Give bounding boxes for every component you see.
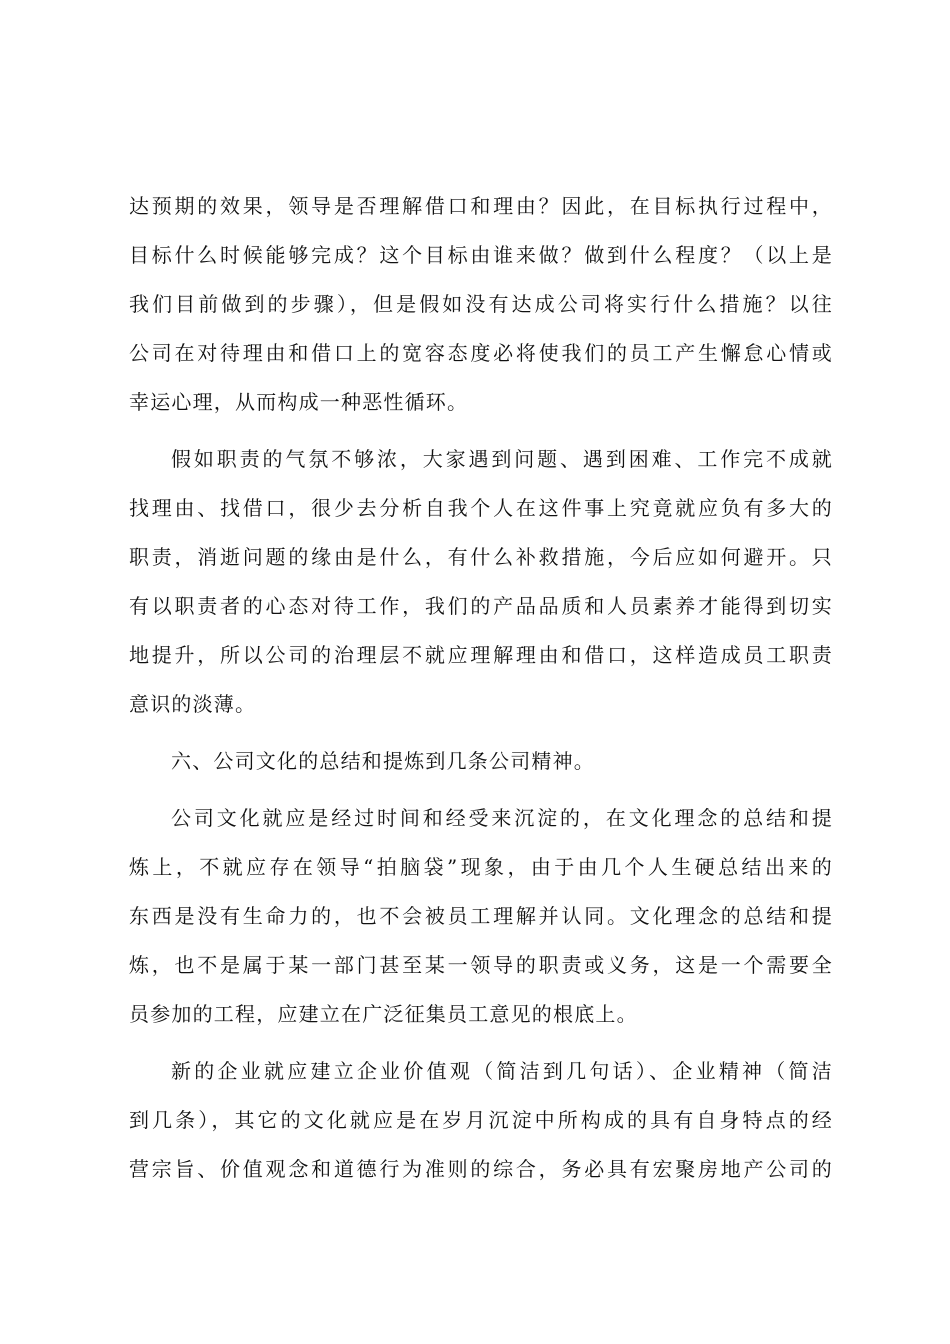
paragraph-2-line-2: 找理由、找借口，很少去分析自我个人在这件事上究竟就应负有多大的 (129, 496, 833, 520)
document-body (129, 182, 833, 1194)
paragraph-4-line-4: 炼，也不是属于某一部门甚至某一领导的职责或义务，这是一个需要全 (129, 953, 833, 977)
paragraph-4-line-5: 员参加的工程，应建立在广泛征集员工意见的根底上。 (129, 1002, 638, 1026)
section-heading: 六、公司文化的总结和提炼到几条公司精神。 (171, 749, 595, 773)
paragraph-1-line-1: 达预期的效果，领导是否理解借口和理由？因此，在目标执行过程中， (129, 194, 833, 218)
paragraph-4-line-2: 炼上，不就应存在领导“拍脑袋”现象，由于由几个人生硬总结出来的 (129, 855, 833, 879)
paragraph-2-line-6: 意识的淡薄。 (129, 692, 257, 716)
paragraph-5-line-3: 营宗旨、价值观念和道德行为准则的综合，务必具有宏聚房地产公司的 (129, 1157, 833, 1181)
paragraph-gap (129, 1039, 833, 1047)
paragraph-1-line-2: 目标什么时候能够完成？这个目标由谁来做？做到什么程度？（以上是 (129, 243, 833, 267)
paragraph-2-line-1: 假如职责的气氛不够浓，大家遇到问题、遇到困难、工作完不成就 (171, 447, 833, 471)
paragraph-5-line-1: 新的企业就应建立企业价值观（简洁到几句话）、企业精神（简洁 (171, 1059, 833, 1083)
paragraph-2-line-4: 有以职责者的心态对待工作，我们的产品品质和人员素养才能得到切实 (129, 594, 833, 618)
paragraph-2-line-3: 职责，消逝问题的缘由是什么，有什么补救措施，今后应如何避开。只 (129, 545, 833, 569)
paragraph-gap (129, 427, 833, 435)
paragraph-1-line-5: 幸运心理，从而构成一种恶性循环。 (129, 390, 469, 414)
paragraph-1-line-3: 我们目前做到的步骤），但是假如没有达成公司将实行什么措施？以往 (129, 292, 833, 316)
paragraph-2-line-5: 地提升，所以公司的治理层不就应理解理由和借口，这样造成员工职责 (129, 643, 833, 667)
paragraph-4-line-3: 东西是没有生命力的，也不会被员工理解并认同。文化理念的总结和提 (129, 904, 833, 928)
paragraph-gap (129, 786, 833, 794)
paragraph-5-line-2: 到几条），其它的文化就应是在岁月沉淀中所构成的具有自身特点的经 (129, 1108, 833, 1132)
paragraph-4-line-1: 公司文化就应是经过时间和经受来沉淀的，在文化理念的总结和提 (171, 806, 833, 830)
paragraph-gap (129, 729, 833, 737)
paragraph-1-line-4: 公司在对待理由和借口上的宽容态度必将使我们的员工产生懈怠心情或 (129, 341, 833, 365)
